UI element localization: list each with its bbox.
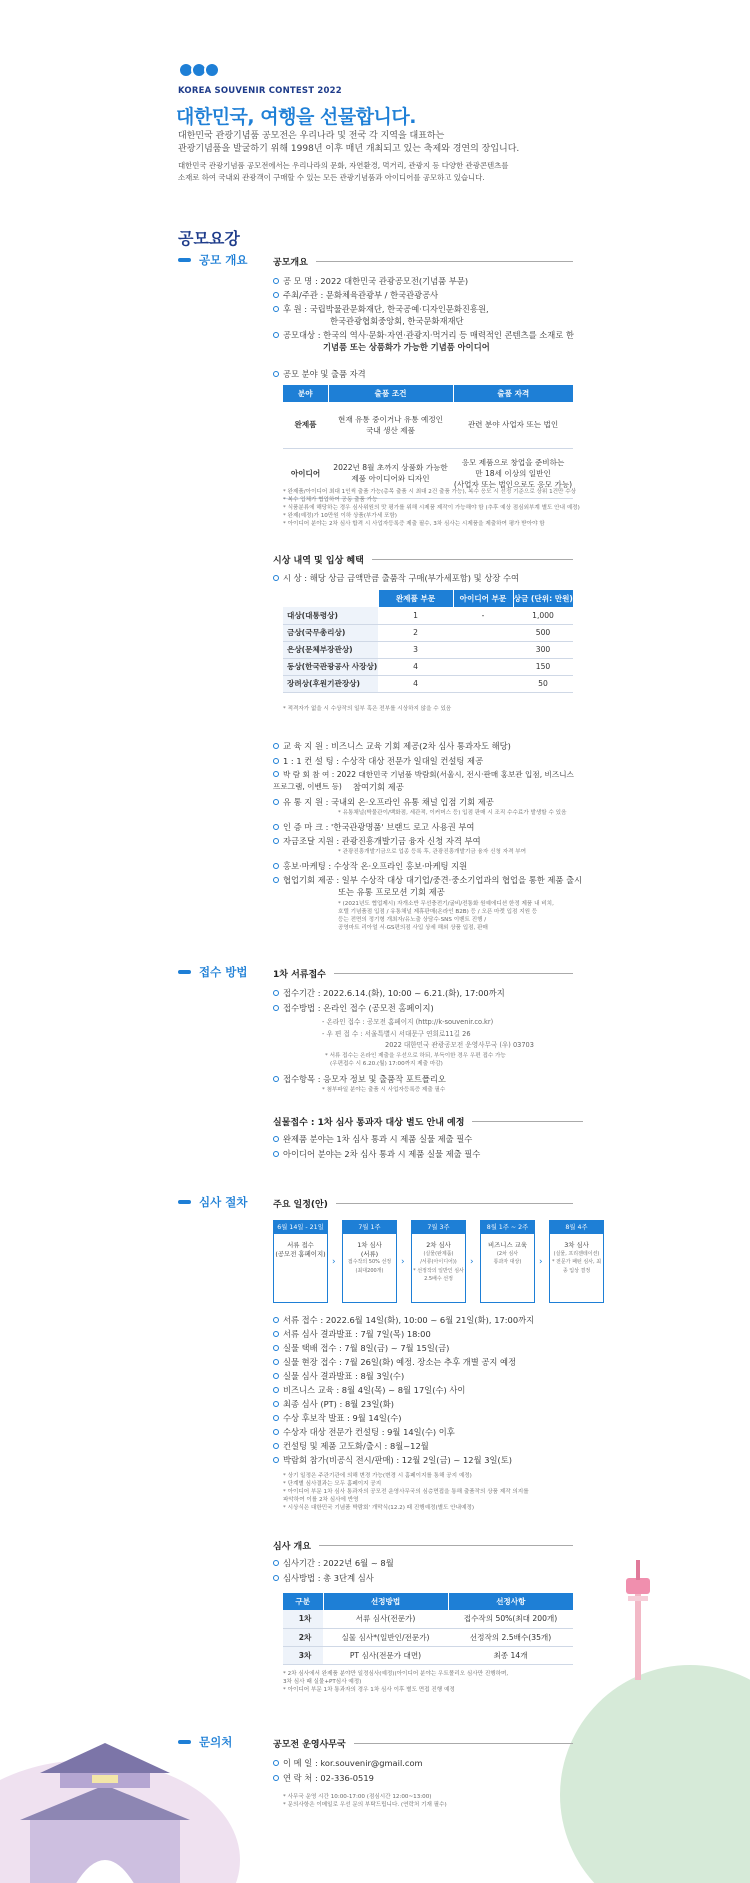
benefit-distribution-note: * 유통채널(박물관이/백화점, 세관적, 이커머스 등) 입점 판매 시 조직 수수료가 발생할 수 있음 xyxy=(338,810,567,816)
review-note-3: * 아이디어 부문 1차 통과자의 경우 1차 심사 이후 별도 면접 진행 예정 xyxy=(283,1687,455,1693)
receipt-online: - 온라인 접수 : 공모전 홈페이지 (http://k-souvenir.co.kr) xyxy=(322,1018,494,1026)
contact-note-1: * 사무국 운영 시간 10:00-17:00 (점심시간 12:00~13:00) xyxy=(283,1794,432,1800)
review-note-2: 3차 심사 때 실물+PT심사 예정) xyxy=(283,1679,362,1685)
intro-line-2: 관광기념품을 발굴하기 위해 1998년 이후 매년 개최되고 있는 축제와 경연의 장입니다. xyxy=(178,144,520,154)
seoul-tower-illustration xyxy=(608,1560,668,1680)
subtitle-review-overview: 심사 개요 xyxy=(273,1539,573,1552)
step-2: 7월 1주 1차 심사 (서류) 접수작의 50% 선정 (최대200개) xyxy=(342,1220,397,1303)
step-4: 8월 1주 ~ 2주 비즈니스 교육 (2차 심사 통과자 대상) xyxy=(480,1220,535,1303)
physical-2: 아이디어 분야는 2차 심사 통과 시 제품 실물 제출 필수 xyxy=(273,1148,583,1160)
benefit-distribution: 유 통 지 원 : 국내외 온·오프라인 유통 채널 입점 기회 제공 xyxy=(273,796,583,808)
review-period: 심사기간 : 2022년 6월 ~ 8월 xyxy=(273,1557,583,1569)
review-method: 심사방법 : 총 3단계 심사 xyxy=(273,1572,583,1584)
subtitle-schedule: 주요 일정(안) xyxy=(273,1197,573,1210)
benefit-collab-2: 또는 유통 프로모션 기회 제공 xyxy=(338,887,445,897)
contact-note-2: * 문의사항은 이메일로 우선 문의 부탁드립니다. (연락처 기재 필수) xyxy=(283,1802,447,1808)
schedule-note-3: * 아이디어 부문 1차 심사 통과자의 공모전 운영사무국의 심층면접을 통해 출품작의 상품 제작 의지를 xyxy=(283,1489,529,1495)
overview-sponsor-2: 한국관광협회중앙회, 한국문화재재단 xyxy=(330,316,464,326)
contact-phone: 연 락 처 : 02-336-0519 xyxy=(273,1772,583,1784)
benefit-marketing: 홍보·마케팅 : 수상작 온·오프라인 홍보·마케팅 지원 xyxy=(273,860,583,872)
subtitle-contact: 공모전 운영사무국 xyxy=(273,1737,573,1750)
benefit-collab-note-4: 공영마트 리아얼 서·GS편의점 사입 상세 해외 상품 입점, 판매 xyxy=(338,925,488,931)
schedule-note-1: * 상기 일정은 주관기관에 의해 변경 가능(변경 시 홈페이지를 통해 공지 예정) xyxy=(283,1473,472,1479)
schedule-note-5: * 시상식은 대한민국 기념품 박람회' 개막식(12.2) 때 진행예정(별도 안내예정) xyxy=(283,1505,475,1511)
awards-intro: 시 상 : 해당 상금 금액만큼 출품작 구매(부가세포함) 및 상장 수여 xyxy=(273,572,583,584)
receipt-items-note: * 첨부파일 분야는 출품 시 사업자등록증 제출 필수 xyxy=(322,1087,446,1093)
receipt-note-2: (우편접수 시 6.20.(월) 17:00까지 제출 마감) xyxy=(330,1061,443,1067)
step-5: 8월 4주 3차 심사 (실물, 프리젠테이션) * 전문가 패턴 심사, 최종 입상 결정 xyxy=(549,1220,604,1303)
fields-note-2: * 복수 업체가 협업하여 공동 출품 가능 xyxy=(283,497,378,503)
contest-logo xyxy=(178,62,220,78)
overview-fields: 공모 분야 및 출품 자격 xyxy=(273,368,583,380)
schedule-note-4: 파악하여 이를 2차 심사에 반영 xyxy=(283,1497,359,1503)
subtitle-physical: 실물접수 : 1차 심사 통과자 대상 별도 안내 예정 xyxy=(273,1115,583,1128)
chevron-right-icon: › xyxy=(401,1256,405,1267)
chevron-right-icon: › xyxy=(470,1256,474,1267)
receipt-period: 접수기간 : 2022.6.14.(화), 10:00 ~ 6.21.(화), 17:00까지 xyxy=(273,987,583,999)
fields-note-4: * 완제(예정)가 10만원 이하 상품(부가세 포함) xyxy=(283,513,397,519)
awards-note: * 적격자가 없을 시 수상작의 일부 혹은 전부를 시상하지 않을 수 있음 xyxy=(283,706,452,712)
fields-note-3: * 식품분류에 해당하는 경우 심사위원의 맛 평가를 위해 시제품 제작이 가능해야 함 (추후 예상 점심외부계 별도 안내 예정) xyxy=(283,505,580,511)
intro-line-1: 대한민국 관광기념품 공모전은 우리나라 및 전국 각 지역을 대표하는 xyxy=(178,131,445,141)
step-1: 6월 14일 - 21일 서류 접수 (공모전 홈페이지) xyxy=(273,1220,328,1303)
schedule-steps xyxy=(273,1220,604,1303)
awards-table: 완제품 부문 아이디어 부문 상금 (단위: 만원) 대상(대통령상) 1 - 1,000 금상(국무총리상) 2 500 은상(문체부장관상) 3 300 동상(한국관광공사 사장상) 4 150 장려상(후원기관장상) 4 50 xyxy=(283,590,573,693)
intro-line-3: 대한민국 관광기념품 공모전에서는 우리나라의 문화, 자연환경, 먹거리, 관광지 등 다양한 관광콘텐츠를 xyxy=(178,161,509,170)
fields-note-5: * 아이디어 분야는 2차 심사 합격 시 사업자등록증 제출 필수, 3차 심사는 시제품을 제출하여 평가 받아야 함 xyxy=(283,521,545,527)
benefit-fair-2: 참여기회 제공 xyxy=(353,782,404,792)
benefit-collab-note-3: 등는 전면의 정기형 개최자/유노출 상담수·SNS 이벤트 진행 / xyxy=(338,917,487,923)
label-receipt: 접수 방법 xyxy=(178,964,247,980)
intro-line-4: 소재로 하여 국내외 관광객이 구매할 수 있는 모든 관광기념품과 아이디어를 공모하고 있습니다. xyxy=(178,173,485,182)
namdaemun-gate-illustration xyxy=(20,1725,190,1883)
label-review: 심사 절차 xyxy=(178,1194,247,1210)
label-contact: 문의처 xyxy=(178,1734,232,1750)
overview-sponsor: 후 원 : 국립박물관문화재단, 한국공예·디자인문화진흥원, xyxy=(273,303,583,315)
overview-target: 공모대상 : 한국의 역사·문화·자연·관광지·먹거리 등 매력적인 콘텐츠를 소재로 한 xyxy=(273,329,583,341)
receipt-items: 접수항목 : 응모자 정보 및 출품작 포트폴리오 xyxy=(273,1073,583,1085)
decorative-hill xyxy=(560,1665,750,1883)
receipt-method: 접수방법 : 온라인 접수 (공모전 홈페이지) xyxy=(273,1002,583,1014)
benefit-consulting: 1 : 1 컨 설 팅 : 수상작 대상 전문가 일대일 컨설팅 제공 xyxy=(273,755,583,767)
receipt-mail: - 우 편 접 수 : 서울특별시 서대문구 연희로11길 26 xyxy=(322,1030,471,1038)
chevron-right-icon: › xyxy=(539,1256,543,1267)
benefit-mark: 인 증 마 크 : '한국관광명품' 브랜드 로고 사용권 부여 xyxy=(273,821,583,833)
subtitle-awards: 시상 내역 및 입상 혜택 xyxy=(273,553,573,566)
contest-subtitle: KOREA SOUVENIR CONTEST 2022 xyxy=(178,86,342,96)
review-note-1: * 2차 심사에서 완제품 분야만 일정심사(예정)(아이디어 분야는 우트폴리오 심사만 진행하며, xyxy=(283,1671,509,1677)
benefit-fund: 자금조달 지원 : 관광진흥개발기금 융자 신청 자격 부여 xyxy=(273,835,583,847)
step-3: 7월 3주 2차 심사 (실물(완제품) /서류(아이디어)) * 선정작의 일반인 심사 2.5배수 선정 xyxy=(411,1220,466,1303)
benefit-collab: 협업기회 제공 : 일부 수상작 대상 대기업/중견·중소기업과의 협업을 통한 제품 출시 xyxy=(273,874,583,886)
overview-host: 주최/주관 : 문화체육관광부 / 한국관광공사 xyxy=(273,289,583,301)
receipt-mail-2: 2022 대한민국 관광공모전 운영사무국 (우) 03703 xyxy=(385,1041,534,1049)
physical-1: 완제품 분야는 1차 심사 통과 시 제품 실물 제출 필수 xyxy=(273,1133,583,1145)
chevron-right-icon: › xyxy=(332,1256,336,1267)
benefit-fund-note: * 관광진흥개발기금으로 업종 등록 후, 관광진흥개발기금 융자 신청 자격 부여 xyxy=(338,849,527,855)
review-table: 구분 선정방법 선정사항 1차 서류 심사(전문가) 접수작의 50%(최대 200개) 2차 실물 심사*(일반인/전문가) 선정작의 2.5배수(35개) 3차 PT 심사(전문가 대면) 최종 14개 xyxy=(283,1593,573,1665)
contact-email[interactable]: 이 메 일 : kor.souvenir@gmail.com xyxy=(273,1757,583,1769)
overview-target-2: 기념품 또는 상품화가 가능한 기념품 아이디어 xyxy=(323,342,490,352)
benefit-fair: 박 람 회 참 여 : 2022 대한민국 기념품 박람회(서울시, 전시·판매 홍보관 입점, 비즈니스 프로그램, 이벤트 등) xyxy=(273,770,574,791)
label-overview: 공모 개요 xyxy=(178,252,247,268)
schedule-list: 서류 접수 : 2022.6월 14일(화), 10:00 ~ 6월 21일(화), 17:00까지 서류 심사 결과발표 : 7월 7일(목) 18:00 실물 택배 접수 : 7월 8일(금) ~ 7월 15일(금) 실물 현장 접수 : 7월 26일(화) 예정. 장소는 추후 개별 공지 예정 실물 심사 결과발표 : 8월 3일(수) 비즈니스 교육 : 8월 4일(목) ~ 8월 17일(수) 사이 최종 심사 (PT) : 8월 23일(화) 수상 후보작 발표 : 9월 14일(수) 수상자 대상 전문가 컨설팅 : 9월 14일(수) 이후 컨설팅 및 제품 고도화/출시 : 8월~12월 박람회 참가(비공식 전시/판매) : 12월 2일(금) ~ 12월 3일(토) xyxy=(273,1314,583,1468)
benefit-education: 교 육 지 원 : 비즈니스 교육 기회 제공(2차 심사 통과자도 해당) xyxy=(273,740,583,752)
page-headline: 대한민국, 여행을 선물합니다. xyxy=(176,106,416,128)
fields-table: 분야 출품 조건 출품 자격 완제품 현재 유통 중이거나 유통 예정인 국내 생산 제품 관련 분야 사업자 또는 법인 아이디어 2022년 8월 초까지 상품화 가능한 제품 아이디어와 디자인 응모 제품으로 창업을 준비하는 만 18세 이상의 일반인 (사업자 또는 법인으로도 응모 가능) xyxy=(283,385,573,499)
schedule-note-2: * 단계별 심사결과는 모두 홈페이지 공지 xyxy=(283,1481,382,1487)
subtitle-receipt: 1차 서류접수 xyxy=(273,967,573,980)
subtitle-overview: 공모개요 xyxy=(273,255,573,268)
receipt-note-1: * 서류 접수는 온라인 제출을 우선으로 하되, 부득이한 경우 우편 접수 가능 xyxy=(325,1053,506,1059)
fields-note-1: * 완제품/아이디어 최대 1인씩 출품 가능(총목 출품 시 최대 2건 출품 가능), 복수 응모 시 선정 기준으로 상위 1건만 수상 xyxy=(283,489,577,495)
section-title-overview: 공모요강 xyxy=(178,229,240,248)
overview-name: 공 모 명 : 2022 대한민국 관광공모전(기념품 부문) xyxy=(273,275,583,287)
benefit-collab-note-1: * (2021년도 협업제시) 자개소반 무선충전기/굴비/전통화 원예에디션 한정 제품 내 비치, xyxy=(338,901,554,907)
benefit-collab-note-2: 호텔 기념품점 입점 / 유통채널 제휴판매(온라인 B2B) 등 / 오픈 마켓 입점 지원 등 xyxy=(338,909,538,915)
